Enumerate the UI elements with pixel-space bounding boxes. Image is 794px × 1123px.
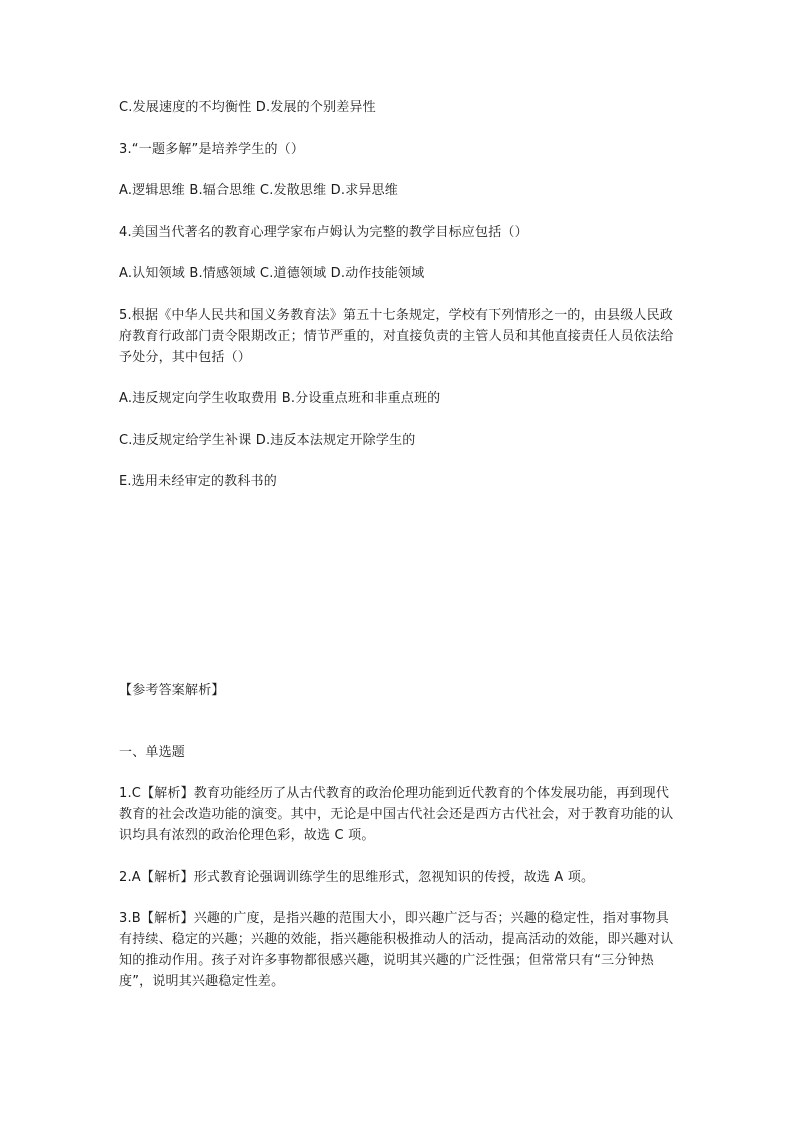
- q4-options: A.认知领域 B.情感领域 C.道德领域 D.动作技能领域: [119, 266, 425, 281]
- q5-options-ab: A.违反规定向学生收取费用 B.分设重点班和非重点班的: [119, 391, 441, 406]
- answer-2: 2.A【解析】形式教育论强调训练学生的思维形式，忽视知识的传授，故选 A 项。: [119, 870, 595, 885]
- answers-section-title: 【参考答案解析】: [119, 683, 225, 698]
- q4-stem: 4.美国当代著名的教育心理学家布卢姆认为完整的教学目标应包括（）: [119, 225, 528, 240]
- answer-1: 1.C【解析】教育功能经历了从古代教育的政治伦理功能到近代教育的个体发展功能，再到现代教育的社会改造功能的演变。其中，无论是中国古代社会还是西方古代社会，对于教育功能的认识均具有浓烈的政治伦理色彩，故选 C 项。: [119, 786, 674, 843]
- q2-options-cd: C.发展速度的不均衡性 D.发展的个别差异性: [119, 100, 376, 115]
- answer-3: 3.B【解析】兴趣的广度，是指兴趣的范围大小，即兴趣广泛与否；兴趣的稳定性，指对事物具有持续、稳定的兴趣；兴趣的效能，指兴趣能积极推动人的活动，提高活动的效能，即兴趣对认知的推动作用。孩子对许多事物都很感兴趣，说明其兴趣的广泛性强；但常常只有“三分钟热度”，说明其兴趣稳定性差。: [119, 911, 674, 989]
- answers-subsection-title: 一、单选题: [119, 745, 186, 760]
- q5-option-e: E.选用未经审定的教科书的: [119, 474, 277, 489]
- q3-stem: 3.“一题多解”是培养学生的（）: [119, 142, 305, 157]
- q5-options-cd: C.违反规定给学生补课 D.违反本法规定开除学生的: [119, 433, 416, 448]
- q5-stem: 5.根据《中华人民共和国义务教育法》第五十七条规定，学校有下列情形之一的，由县级人民政府教育行政部门责令限期改正；情节严重的，对直接负责的主管人员和其他直接责任人员依法给予处分，其中包括（）: [119, 308, 674, 365]
- q3-options: A.逻辑思维 B.辐合思维 C.发散思维 D.求异思维: [119, 183, 398, 198]
